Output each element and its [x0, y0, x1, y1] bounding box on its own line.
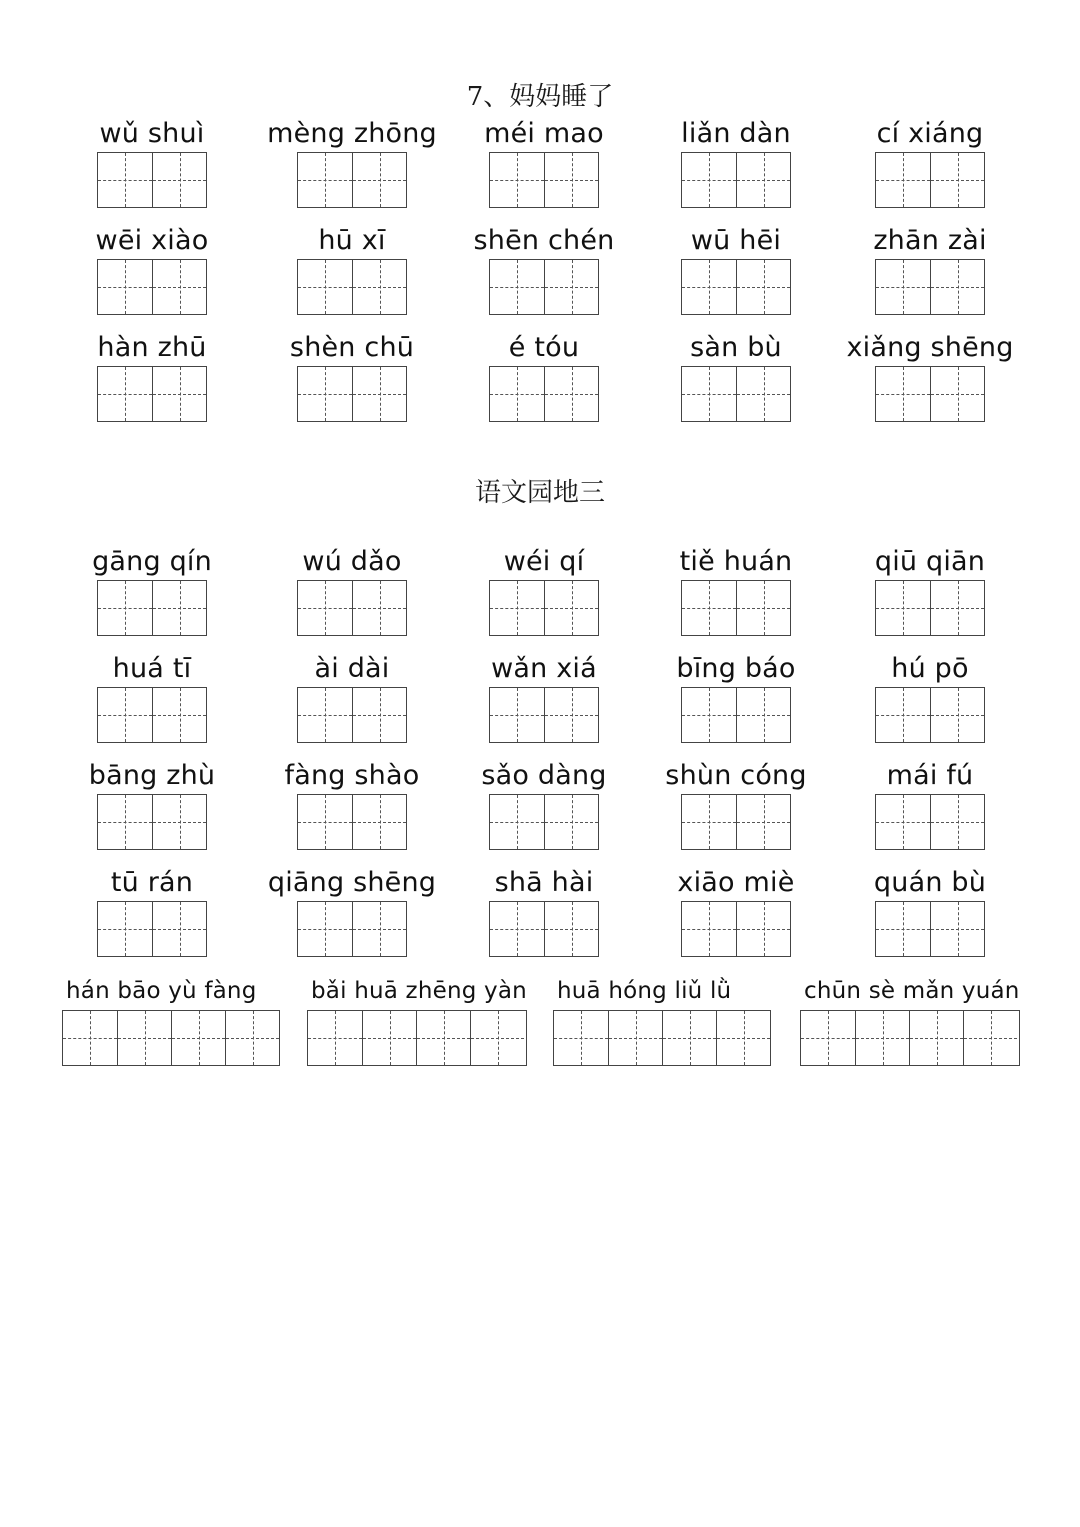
writing-grid[interactable]: [489, 580, 599, 636]
pinyin-label: xiǎng shēng: [846, 332, 1014, 363]
writing-grid[interactable]: [681, 152, 791, 208]
tianzige-cell[interactable]: [736, 795, 790, 849]
pinyin-label: sǎo dàng: [481, 760, 607, 791]
writing-grid[interactable]: [489, 152, 599, 208]
tianzige-cell[interactable]: [352, 688, 406, 742]
tianzige-cell[interactable]: [490, 688, 544, 742]
writing-grid[interactable]: [97, 901, 207, 957]
writing-grid[interactable]: [97, 259, 207, 315]
pinyin-label: bǎi huā zhēng yàn: [311, 978, 527, 1004]
tianzige-cell[interactable]: [544, 153, 598, 207]
pinyin-item: [52, 760, 252, 853]
tianzige-cell[interactable]: [876, 260, 930, 314]
tianzige-cell[interactable]: [544, 367, 598, 421]
tianzige-cell[interactable]: [930, 260, 984, 314]
pinyin-item: [830, 546, 1030, 639]
pinyin-item: [444, 118, 644, 211]
writing-grid[interactable]: [297, 580, 407, 636]
pinyin-item: [636, 867, 836, 960]
tianzige-cell[interactable]: [298, 260, 352, 314]
tianzige-cell[interactable]: [662, 1011, 716, 1065]
tianzige-cell[interactable]: [682, 795, 736, 849]
pinyin-label: quán bù: [873, 867, 987, 898]
pinyin-item: [444, 867, 644, 960]
writing-grid[interactable]: [97, 794, 207, 850]
pinyin-item: [444, 760, 644, 853]
tianzige-cell[interactable]: [490, 581, 544, 635]
writing-grid[interactable]: [681, 901, 791, 957]
pinyin-item: [52, 546, 252, 639]
pinyin-label: qiū qiān: [874, 546, 986, 577]
pinyin-item: [800, 976, 1020, 1066]
pinyin-label: wú dǎo: [302, 546, 402, 577]
tianzige-cell[interactable]: [490, 260, 544, 314]
writing-grid[interactable]: [875, 794, 985, 850]
tianzige-cell[interactable]: [152, 795, 206, 849]
pinyin-item: [252, 653, 452, 746]
writing-grid[interactable]: [800, 1010, 1020, 1066]
tianzige-cell[interactable]: [682, 153, 736, 207]
pinyin-item: [444, 225, 644, 318]
tianzige-cell[interactable]: [736, 367, 790, 421]
pinyin-label: qiāng shēng: [267, 867, 437, 898]
pinyin-label: shēn chén: [473, 225, 615, 256]
tianzige-cell[interactable]: [608, 1011, 662, 1065]
pinyin-item: [307, 976, 527, 1066]
tianzige-cell[interactable]: [682, 260, 736, 314]
tianzige-cell[interactable]: [736, 902, 790, 956]
tianzige-cell[interactable]: [171, 1011, 225, 1065]
pinyin-item: [52, 653, 252, 746]
tianzige-cell[interactable]: [544, 581, 598, 635]
pinyin-item: [636, 546, 836, 639]
tianzige-cell[interactable]: [930, 688, 984, 742]
pinyin-item: [830, 225, 1030, 318]
section-title-yuwen-yuandi: 语文园地三: [474, 478, 605, 508]
pinyin-item: [444, 546, 644, 639]
tianzige-cell[interactable]: [98, 260, 152, 314]
tianzige-cell[interactable]: [352, 795, 406, 849]
writing-grid[interactable]: [297, 794, 407, 850]
tianzige-cell[interactable]: [736, 581, 790, 635]
pinyin-label: tiě huán: [679, 546, 793, 577]
tianzige-cell[interactable]: [876, 153, 930, 207]
tianzige-cell[interactable]: [736, 153, 790, 207]
pinyin-label: zhān zài: [873, 225, 987, 256]
pinyin-item: [444, 653, 644, 746]
pinyin-label: wéi qí: [503, 546, 585, 577]
section-title-lesson-7: 7、妈妈睡了: [466, 82, 614, 112]
pinyin-label: chūn sè mǎn yuán: [804, 978, 1020, 1004]
tianzige-cell[interactable]: [682, 367, 736, 421]
tianzige-cell[interactable]: [98, 902, 152, 956]
tianzige-cell[interactable]: [352, 902, 406, 956]
pinyin-label: gāng qín: [92, 546, 212, 577]
pinyin-label: shèn chū: [289, 332, 415, 363]
pinyin-item: [52, 332, 252, 425]
tianzige-cell[interactable]: [152, 902, 206, 956]
pinyin-item: [252, 225, 452, 318]
tianzige-cell[interactable]: [352, 153, 406, 207]
pinyin-item: [636, 118, 836, 211]
writing-grid[interactable]: [62, 1010, 280, 1066]
tianzige-cell[interactable]: [298, 581, 352, 635]
writing-grid[interactable]: [297, 152, 407, 208]
pinyin-item: [52, 225, 252, 318]
pinyin-label: shā hài: [494, 867, 594, 898]
tianzige-cell[interactable]: [362, 1011, 416, 1065]
writing-grid[interactable]: [489, 259, 599, 315]
pinyin-item: [252, 332, 452, 425]
tianzige-cell[interactable]: [152, 581, 206, 635]
tianzige-cell[interactable]: [682, 581, 736, 635]
pinyin-item: [52, 118, 252, 211]
pinyin-label: bīng báo: [676, 653, 796, 684]
pinyin-label: shùn cóng: [665, 760, 807, 791]
pinyin-item: [252, 118, 452, 211]
pinyin-item: [252, 867, 452, 960]
pinyin-item: [636, 653, 836, 746]
tianzige-cell[interactable]: [963, 1011, 1017, 1065]
writing-grid[interactable]: [553, 1010, 771, 1066]
pinyin-label: xiāo miè: [677, 867, 795, 898]
pinyin-item: [830, 867, 1030, 960]
tianzige-cell[interactable]: [490, 367, 544, 421]
pinyin-item: [62, 976, 280, 1066]
pinyin-item: [830, 332, 1030, 425]
pinyin-label: sàn bù: [690, 332, 782, 363]
writing-grid[interactable]: [875, 580, 985, 636]
pinyin-label: wū hēi: [690, 225, 782, 256]
pinyin-label: tū rán: [110, 867, 194, 898]
pinyin-label: wǔ shuì: [99, 118, 205, 149]
writing-grid[interactable]: [681, 794, 791, 850]
tianzige-cell[interactable]: [63, 1011, 117, 1065]
tianzige-cell[interactable]: [416, 1011, 470, 1065]
tianzige-cell[interactable]: [98, 581, 152, 635]
writing-grid[interactable]: [97, 152, 207, 208]
pinyin-label: mèng zhōng: [267, 118, 437, 149]
tianzige-cell[interactable]: [98, 153, 152, 207]
writing-grid[interactable]: [875, 259, 985, 315]
tianzige-cell[interactable]: [930, 367, 984, 421]
pinyin-label: huā hóng liǔ lǜ: [557, 978, 732, 1004]
writing-grid[interactable]: [681, 580, 791, 636]
pinyin-label: é tóu: [508, 332, 580, 363]
writing-grid[interactable]: [297, 901, 407, 957]
tianzige-cell[interactable]: [470, 1011, 524, 1065]
pinyin-item: [252, 546, 452, 639]
writing-grid[interactable]: [297, 687, 407, 743]
tianzige-cell[interactable]: [801, 1011, 855, 1065]
pinyin-label: mái fú: [886, 760, 974, 791]
tianzige-cell[interactable]: [152, 153, 206, 207]
writing-grid[interactable]: [875, 366, 985, 422]
tianzige-cell[interactable]: [98, 688, 152, 742]
writing-grid[interactable]: [297, 366, 407, 422]
tianzige-cell[interactable]: [909, 1011, 963, 1065]
tianzige-cell[interactable]: [298, 153, 352, 207]
tianzige-cell[interactable]: [544, 688, 598, 742]
pinyin-label: bāng zhù: [88, 760, 216, 791]
pinyin-label: ài dài: [314, 653, 390, 684]
pinyin-item: [636, 760, 836, 853]
tianzige-cell[interactable]: [876, 581, 930, 635]
tianzige-cell[interactable]: [930, 153, 984, 207]
pinyin-label: huá tī: [112, 653, 192, 684]
pinyin-item: [636, 225, 836, 318]
tianzige-cell[interactable]: [855, 1011, 909, 1065]
tianzige-cell[interactable]: [490, 153, 544, 207]
pinyin-label: cí xiáng: [876, 118, 984, 149]
tianzige-cell[interactable]: [490, 902, 544, 956]
pinyin-label: wēi xiào: [95, 225, 209, 256]
tianzige-cell[interactable]: [152, 688, 206, 742]
tianzige-cell[interactable]: [308, 1011, 362, 1065]
writing-grid[interactable]: [297, 259, 407, 315]
tianzige-cell[interactable]: [736, 260, 790, 314]
pinyin-label: hū xī: [318, 225, 386, 256]
writing-grid[interactable]: [681, 366, 791, 422]
tianzige-cell[interactable]: [930, 902, 984, 956]
pinyin-label: méi mao: [484, 118, 604, 149]
tianzige-cell[interactable]: [98, 795, 152, 849]
tianzige-cell[interactable]: [490, 795, 544, 849]
tianzige-cell[interactable]: [117, 1011, 171, 1065]
tianzige-cell[interactable]: [876, 902, 930, 956]
tianzige-cell[interactable]: [298, 688, 352, 742]
pinyin-item: [830, 653, 1030, 746]
pinyin-label: wǎn xiá: [491, 653, 597, 684]
tianzige-cell[interactable]: [544, 795, 598, 849]
pinyin-item: [830, 760, 1030, 853]
tianzige-cell[interactable]: [930, 795, 984, 849]
writing-grid[interactable]: [489, 901, 599, 957]
writing-grid[interactable]: [681, 687, 791, 743]
tianzige-cell[interactable]: [298, 367, 352, 421]
tianzige-cell[interactable]: [352, 367, 406, 421]
pinyin-label: liǎn dàn: [681, 118, 791, 149]
tianzige-cell[interactable]: [352, 581, 406, 635]
pinyin-item: [252, 760, 452, 853]
writing-grid[interactable]: [489, 366, 599, 422]
tianzige-cell[interactable]: [152, 367, 206, 421]
writing-grid[interactable]: [97, 366, 207, 422]
tianzige-cell[interactable]: [682, 902, 736, 956]
writing-grid[interactable]: [97, 687, 207, 743]
writing-grid[interactable]: [489, 687, 599, 743]
tianzige-cell[interactable]: [716, 1011, 770, 1065]
pinyin-label: hán bāo yù fàng: [66, 978, 257, 1004]
pinyin-item: [830, 118, 1030, 211]
writing-grid[interactable]: [875, 901, 985, 957]
writing-grid[interactable]: [875, 152, 985, 208]
tianzige-cell[interactable]: [876, 688, 930, 742]
tianzige-cell[interactable]: [298, 795, 352, 849]
writing-grid[interactable]: [307, 1010, 527, 1066]
tianzige-cell[interactable]: [682, 688, 736, 742]
pinyin-label: hú pō: [891, 653, 969, 684]
tianzige-cell[interactable]: [930, 581, 984, 635]
tianzige-cell[interactable]: [554, 1011, 608, 1065]
tianzige-cell[interactable]: [876, 795, 930, 849]
tianzige-cell[interactable]: [225, 1011, 279, 1065]
writing-grid[interactable]: [489, 794, 599, 850]
pinyin-item: [52, 867, 252, 960]
pinyin-item: [636, 332, 836, 425]
tianzige-cell[interactable]: [876, 367, 930, 421]
pinyin-label: fàng shào: [284, 760, 420, 791]
tianzige-cell[interactable]: [352, 260, 406, 314]
tianzige-cell[interactable]: [736, 688, 790, 742]
writing-grid[interactable]: [681, 259, 791, 315]
tianzige-cell[interactable]: [544, 260, 598, 314]
writing-grid[interactable]: [97, 580, 207, 636]
pinyin-item: [553, 976, 771, 1066]
pinyin-label: hàn zhū: [97, 332, 207, 363]
tianzige-cell[interactable]: [298, 902, 352, 956]
writing-grid[interactable]: [875, 687, 985, 743]
tianzige-cell[interactable]: [152, 260, 206, 314]
tianzige-cell[interactable]: [98, 367, 152, 421]
tianzige-cell[interactable]: [544, 902, 598, 956]
pinyin-item: [444, 332, 644, 425]
